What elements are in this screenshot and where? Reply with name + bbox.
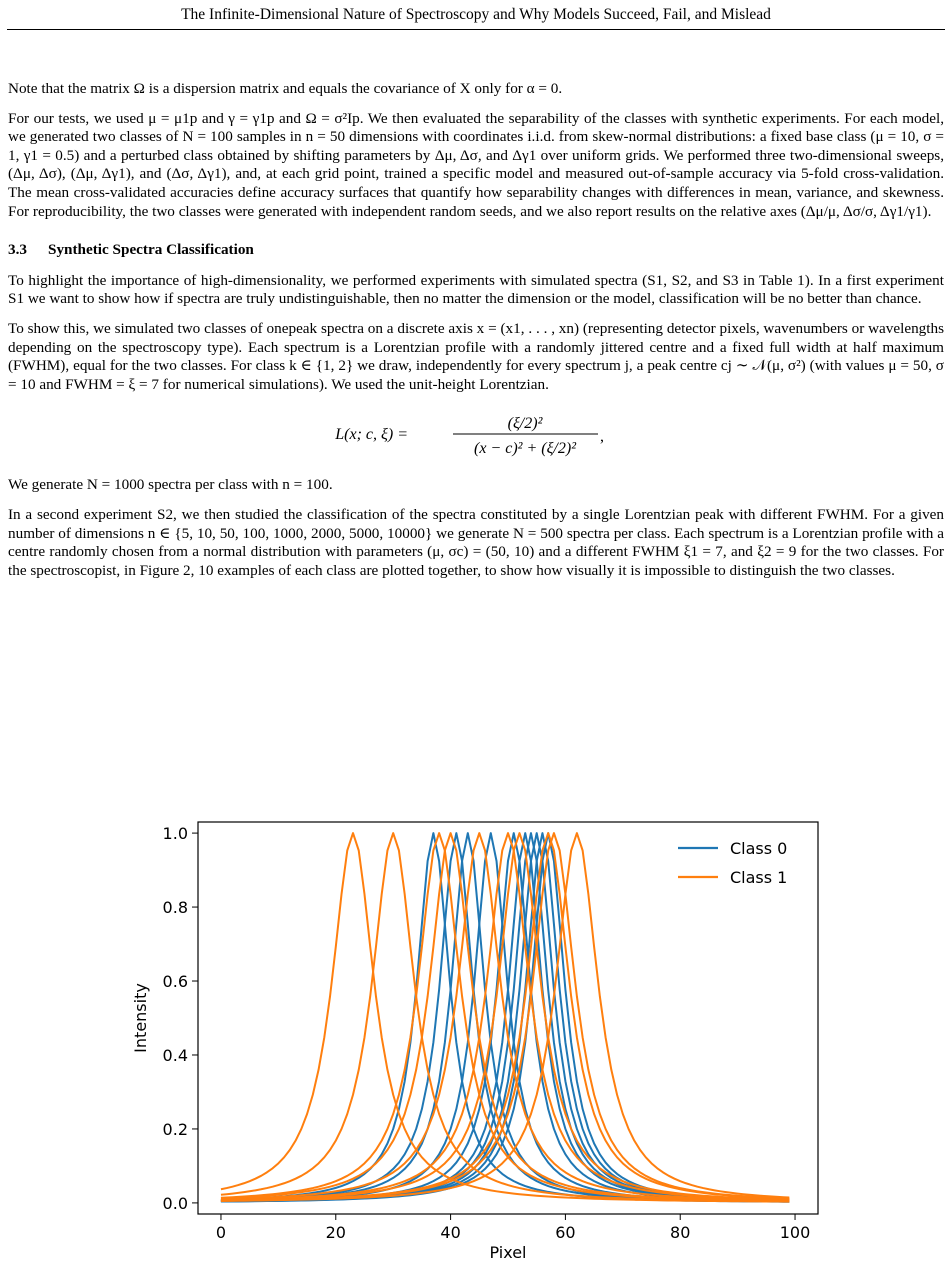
x-tick-label: 0 xyxy=(215,1223,227,1242)
section-heading xyxy=(8,241,944,260)
section-title: Synthetic Spectra Classification xyxy=(48,241,254,259)
x-tick-label: 60 xyxy=(555,1223,576,1242)
curves-group xyxy=(221,833,789,1202)
paragraph-s1-intro: To highlight the importance of high-dimensionality, we performed experiments with simulated spectra (S1, S2, and S3 in Table 1). In a first experiment S1 we want to show how if spectra are truly undistinguishable, then no matter the dimension or the model, classification will be no better than chance. xyxy=(8,271,944,308)
equation-svg xyxy=(8,408,944,460)
paragraph-s1-size: We generate N = 1000 spectra per class with n = 100. xyxy=(8,476,333,494)
equation-lhs: L(x; c, ξ) = xyxy=(335,426,408,444)
y-tick-label: 1.0 xyxy=(162,824,188,844)
x-tick-label: 80 xyxy=(670,1223,691,1242)
lorentzian-equation xyxy=(8,408,944,460)
y-tick-label: 0.4 xyxy=(162,1045,188,1065)
x-axis-label: Pixel xyxy=(489,1243,527,1262)
y-tick-label: 0.6 xyxy=(162,972,188,992)
legend-label-class-0: Class 0 xyxy=(730,839,788,858)
legend-label-class-1: Class 1 xyxy=(730,868,788,887)
equation-denominator: (x − c)² + (ξ/2)² xyxy=(474,440,576,458)
y-tick-label: 0.8 xyxy=(162,898,188,918)
y-tick-label: 0.2 xyxy=(162,1119,188,1139)
y-tick-label: 0.0 xyxy=(162,1193,188,1213)
paragraph-s2: In a second experiment S2, we then studied the classification of the spectra constituted by a single Lorentzian peak with different FWHM. For a given number of dimensions n ∈ {5, 10, 50, 100, 1000, 2000, 5000, 10000} we generate N = 500 spectra per class. Each spectrum is a Lorentzian profile with a centre randomly chosen from a normal distribution with parameters (μ, σc) = (50, 10) and a different FWHM ξ1 = 7, and ξ2 = 9 for the two classes. For the spectroscopist, in Figure 2, 10 examples of each class are plotted together, to show how visually it is impossible to distinguish the two classes. xyxy=(8,505,944,579)
section-number: 3.3 xyxy=(8,241,27,259)
y-axis-ticks xyxy=(163,824,198,1213)
x-tick-label: 20 xyxy=(325,1223,346,1242)
x-tick-label: 40 xyxy=(440,1223,461,1242)
legend xyxy=(678,839,787,887)
x-axis-ticks xyxy=(216,1214,810,1242)
x-tick-label: 100 xyxy=(779,1223,811,1242)
paragraph-tests: For our tests, we used μ = μ1p and γ = γ1p and Ω = σ²Ip. We then evaluated the separability of the classes with synthetic experiments. For each model, we generated two classes of N = 100 samples in n = 50 dimensions with coordinates i.i.d. from skew-normal distributions: a fixed base class (μ = 10, σ = 1, γ1 = 0.5) and a perturbed class obtained by shifting parameters by Δμ, Δσ, and Δγ1 over uniform grids. We performed three two-dimensional sweeps, (Δμ, Δσ), (Δμ, Δγ1), and (Δσ, Δγ1), and, at each grid point, trained a specific model and measured out-of-sample accuracy via 5-fold cross-validation. The mean cross-validated accuracies define accuracy surfaces that quantify how separability changes with differences in mean, variance, and skewness. For reproducibility, the two classes were generated with independent random seeds, and we also report results on the relative axes (Δμ/μ, Δσ/σ, Δγ1/γ1). xyxy=(8,109,944,220)
figure-2 xyxy=(120,800,840,1262)
equation-numerator: (ξ/2)² xyxy=(507,415,543,433)
spectra-line-chart xyxy=(120,800,840,1262)
paragraph-s1-method: To show this, we simulated two classes of onepeak spectra on a discrete axis x = (x1, . . . , xn) (representing detector pixels, wavenumbers or wavelengths depending on the spectroscopy type). Each spectrum is a Lorentzian profile with a randomly jittered centre and a fixed full width at half maximum (FWHM), equal for the two classes. For class k ∈ {1, 2} we draw, independently for every spectrum j, a peak centre cj ∼ 𝒩(μ, σ²) (with values μ = 50, σ = 10 and FWHM = ξ = 7 for numerical simulations). We used the unit-height Lorentzian. xyxy=(8,319,944,393)
y-axis-label: Intensity xyxy=(131,983,150,1053)
paragraph-dispersion-note: Note that the matrix Ω is a dispersion matrix and equals the covariance of X only for α = 0. xyxy=(8,80,563,97)
equation-comma: , xyxy=(600,428,604,446)
running-head: The Infinite-Dimensional Nature of Spectroscopy and Why Models Succeed, Fail, and Mislead xyxy=(181,6,771,23)
body-text xyxy=(8,80,944,591)
header-rule xyxy=(7,29,945,30)
